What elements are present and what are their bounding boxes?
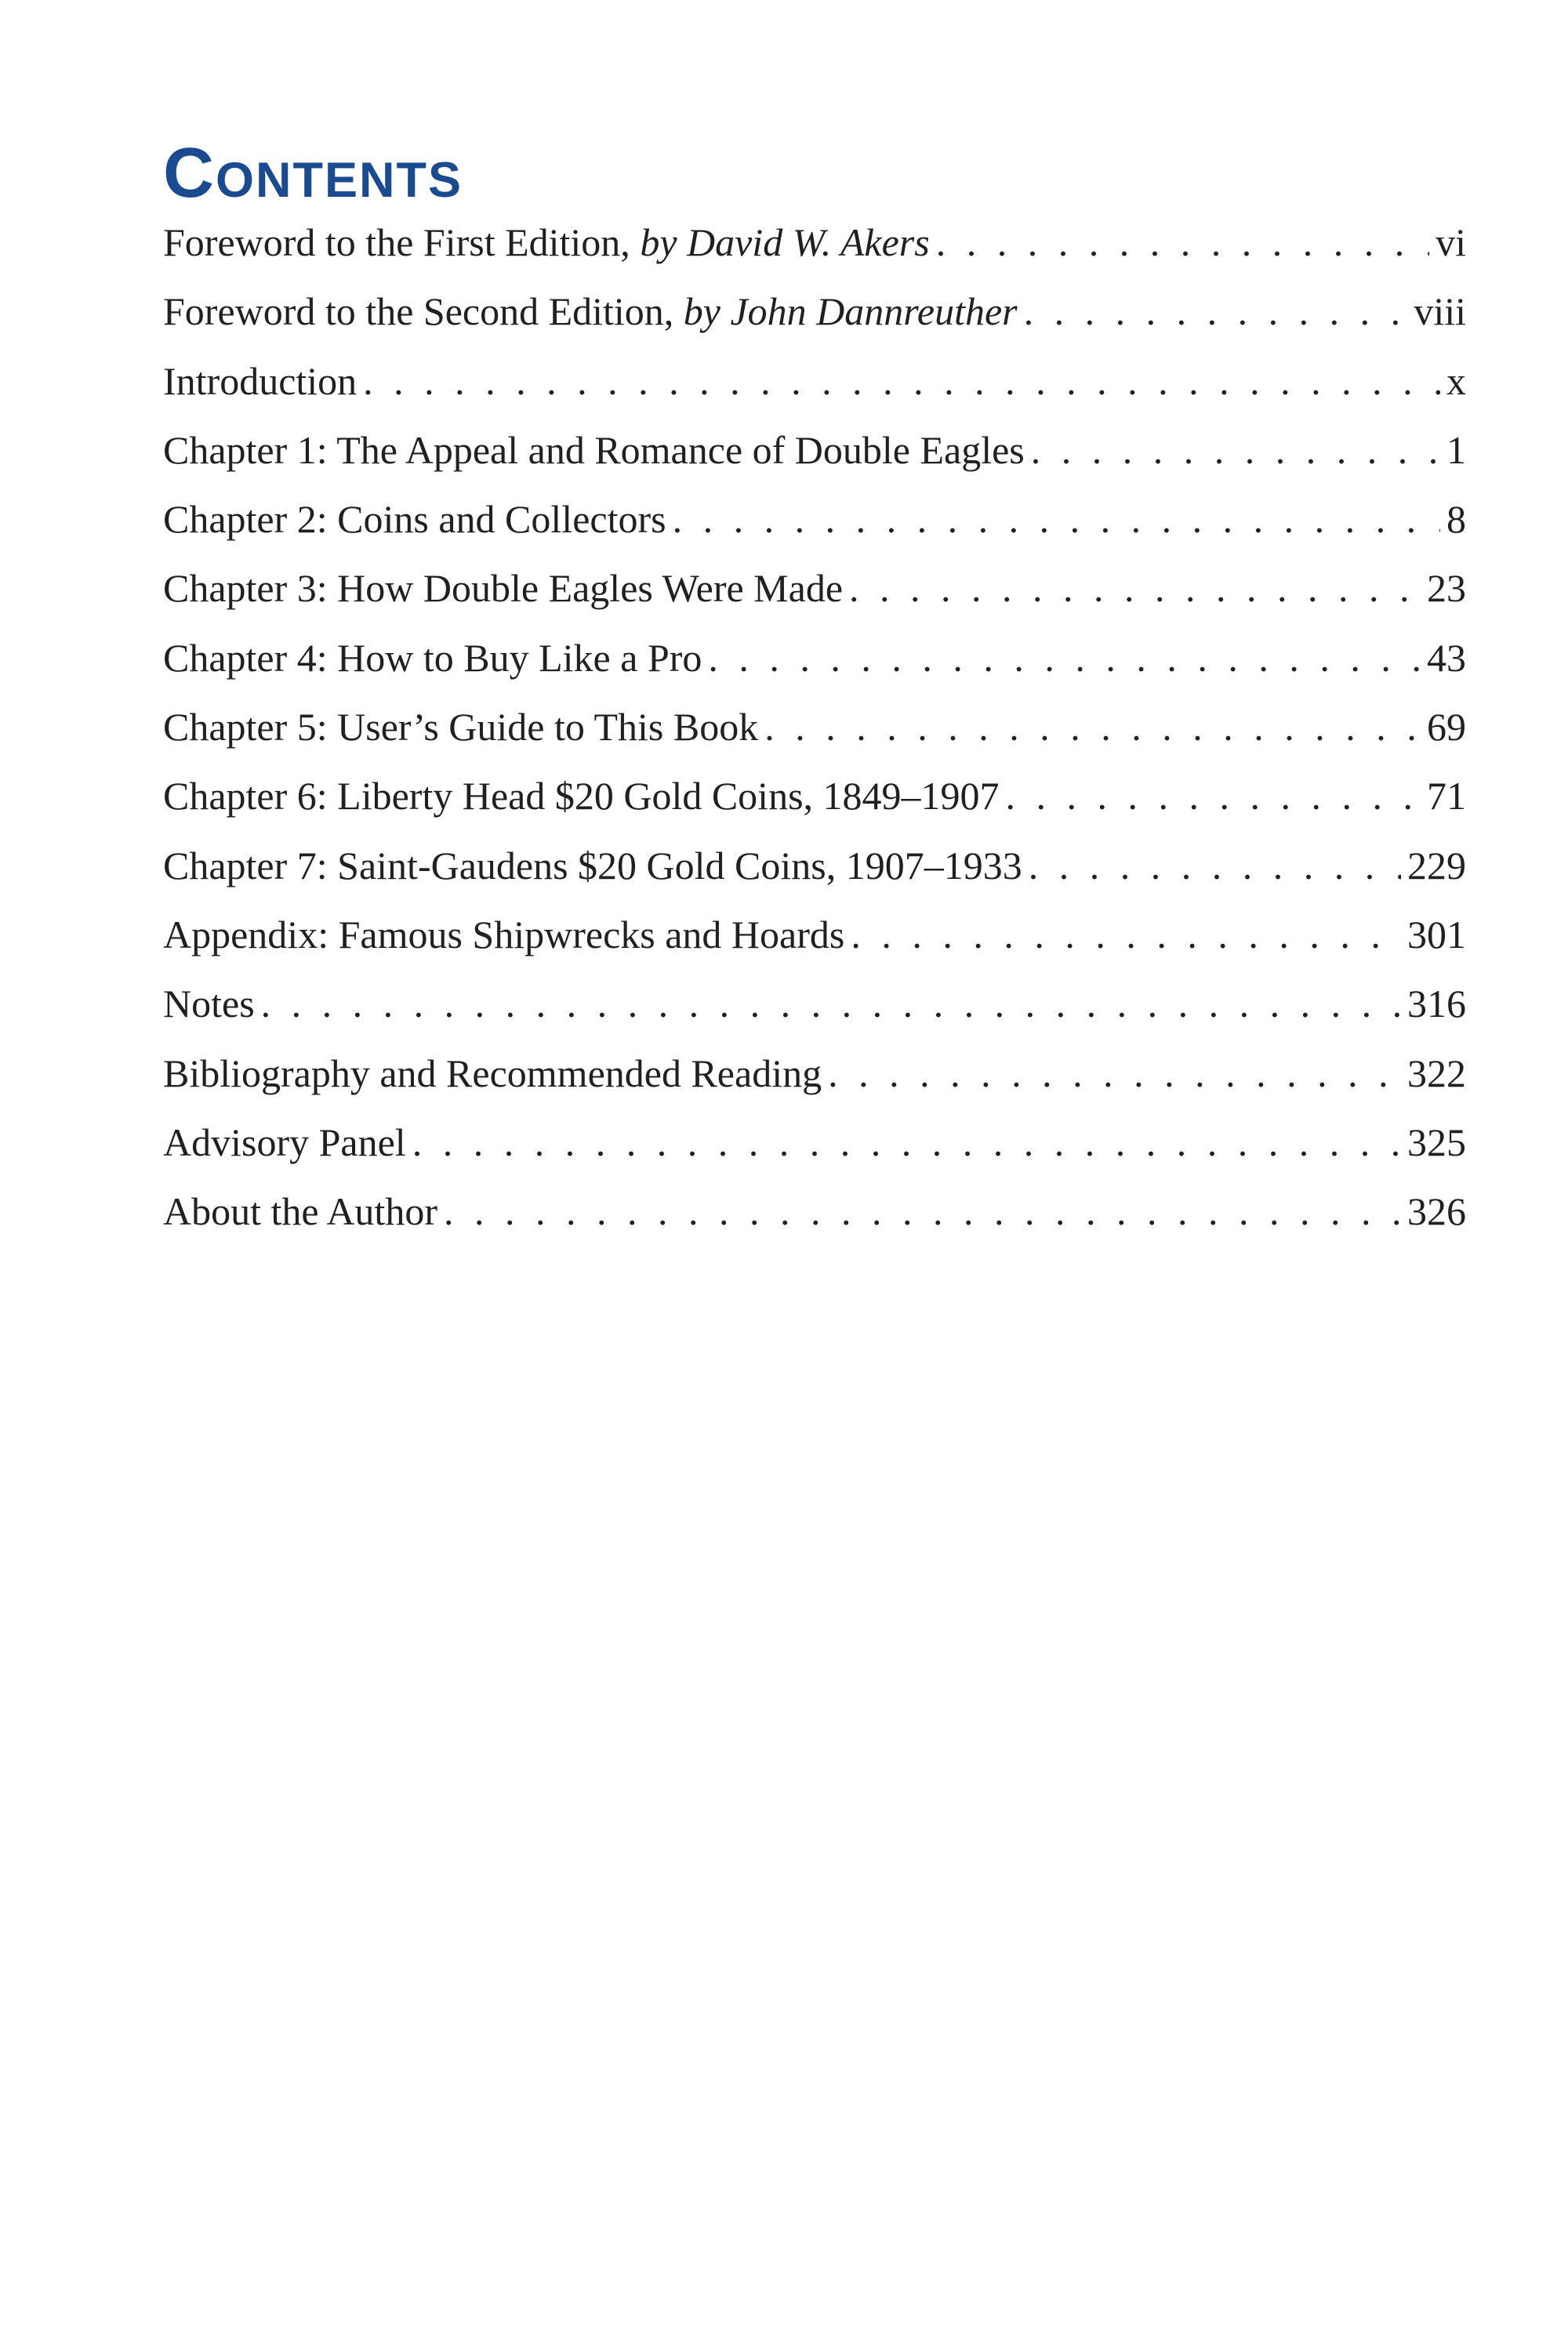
toc-entry-title	[163, 358, 357, 404]
toc-entry-page: 71	[1427, 774, 1466, 818]
toc-dot-leader	[412, 1120, 1401, 1165]
toc-entry-title-text: Appendix: Famous Shipwrecks and Hoards	[163, 912, 845, 956]
toc-entry-page: 322	[1407, 1051, 1466, 1095]
toc-entry-page: 301	[1407, 912, 1466, 956]
toc-entry-title-text: Chapter 2: Coins and Collectors	[163, 497, 666, 542]
toc-entry-title	[163, 912, 844, 957]
toc-dot-leader	[363, 358, 1440, 404]
toc-entry-title	[163, 843, 1022, 888]
toc-entry-title-text: Chapter 7: Saint-Gaudens $20 Gold Coins, 1907–1933	[163, 843, 1022, 887]
toc-entry-title-text: Bibliography and Recommended Reading	[163, 1051, 822, 1095]
toc-entry-title	[163, 1189, 437, 1234]
toc-entry-page: viii	[1414, 289, 1466, 334]
toc-entry-title	[163, 289, 1018, 334]
toc-dot-leader	[764, 704, 1421, 750]
toc-dot-leader	[444, 1189, 1401, 1234]
toc-entry[interactable]	[163, 220, 1466, 289]
toc-entry-title	[163, 981, 255, 1026]
toc-entry-title	[163, 1120, 406, 1165]
toc-entry[interactable]	[163, 981, 1466, 1050]
toc-entry[interactable]	[163, 704, 1466, 773]
toc-entry-author: by David W. Akers	[640, 220, 930, 264]
toc-entry-title	[163, 635, 702, 681]
page-title: Contents	[163, 134, 463, 212]
toc-entry-title-text: About the Author	[163, 1189, 437, 1234]
toc-entry-page: 43	[1427, 635, 1466, 680]
toc-dot-leader	[828, 1051, 1401, 1096]
toc-entry-title-text: Foreword to the First Edition,	[163, 220, 641, 264]
toc-entry-page: x	[1446, 358, 1466, 403]
toc-dot-leader	[673, 496, 1440, 542]
toc-entry-title-text: Introduction	[163, 358, 358, 403]
toc-entry-title-text: Foreword to the Second Edition,	[163, 289, 684, 334]
toc-entry-title	[163, 496, 666, 542]
toc-entry-title	[163, 220, 930, 265]
toc-dot-leader	[849, 565, 1421, 611]
toc-entry-page: 229	[1407, 843, 1466, 887]
toc-entry-page: 8	[1446, 497, 1466, 542]
toc-dot-leader	[1029, 843, 1401, 888]
toc-entry[interactable]	[163, 565, 1466, 634]
toc-entry-title	[163, 773, 1000, 818]
toc-entry[interactable]	[163, 1120, 1466, 1189]
toc-entry[interactable]	[163, 635, 1466, 704]
toc-entry-title-text: Chapter 6: Liberty Head $20 Gold Coins, 1849–1907	[163, 774, 1000, 818]
toc-entry-title	[163, 704, 758, 750]
toc-dot-leader	[851, 912, 1401, 957]
toc-entry[interactable]	[163, 773, 1466, 842]
toc-entry-title-text: Chapter 4: How to Buy Like a Pro	[163, 635, 702, 680]
toc-entry[interactable]	[163, 843, 1466, 912]
toc-entry-title-text: Chapter 3: How Double Eagles Were Made	[163, 566, 844, 611]
toc-entry[interactable]	[163, 1189, 1466, 1258]
toc-entry[interactable]	[163, 427, 1466, 496]
toc-entry-page: 325	[1407, 1120, 1466, 1164]
toc-list	[163, 220, 1466, 1258]
toc-entry-page: vi	[1436, 220, 1466, 264]
toc-entry-page: 69	[1427, 705, 1466, 750]
toc-entry[interactable]	[163, 289, 1466, 358]
toc-entry-title-text: Notes	[163, 982, 255, 1026]
toc-entry-title-text: Advisory Panel	[163, 1120, 406, 1164]
toc-entry-author: by John Dannreuther	[683, 289, 1018, 334]
toc-entry-title-text: Chapter 1: The Appeal and Romance of Double Eagles	[163, 427, 1025, 472]
toc-entry[interactable]	[163, 1051, 1466, 1120]
toc-entry-page: 316	[1407, 982, 1466, 1026]
toc-entry-title-text: Chapter 5: User’s Guide to This Book	[163, 705, 759, 750]
toc-entry[interactable]	[163, 496, 1466, 565]
toc-dot-leader	[708, 635, 1421, 681]
toc-entry-title	[163, 1051, 822, 1096]
toc-entry-page: 1	[1446, 427, 1466, 472]
toc-entry-title	[163, 427, 1025, 473]
toc-entry-page: 23	[1427, 566, 1466, 611]
toc-entry[interactable]	[163, 358, 1466, 427]
toc-entry-page: 326	[1407, 1189, 1466, 1234]
toc-dot-leader	[936, 220, 1429, 265]
toc-dot-leader	[1006, 773, 1421, 818]
toc-dot-leader	[1024, 289, 1408, 334]
toc-dot-leader	[261, 981, 1401, 1026]
toc-entry[interactable]	[163, 912, 1466, 981]
toc-dot-leader	[1031, 427, 1440, 473]
toc-entry-title	[163, 565, 843, 611]
